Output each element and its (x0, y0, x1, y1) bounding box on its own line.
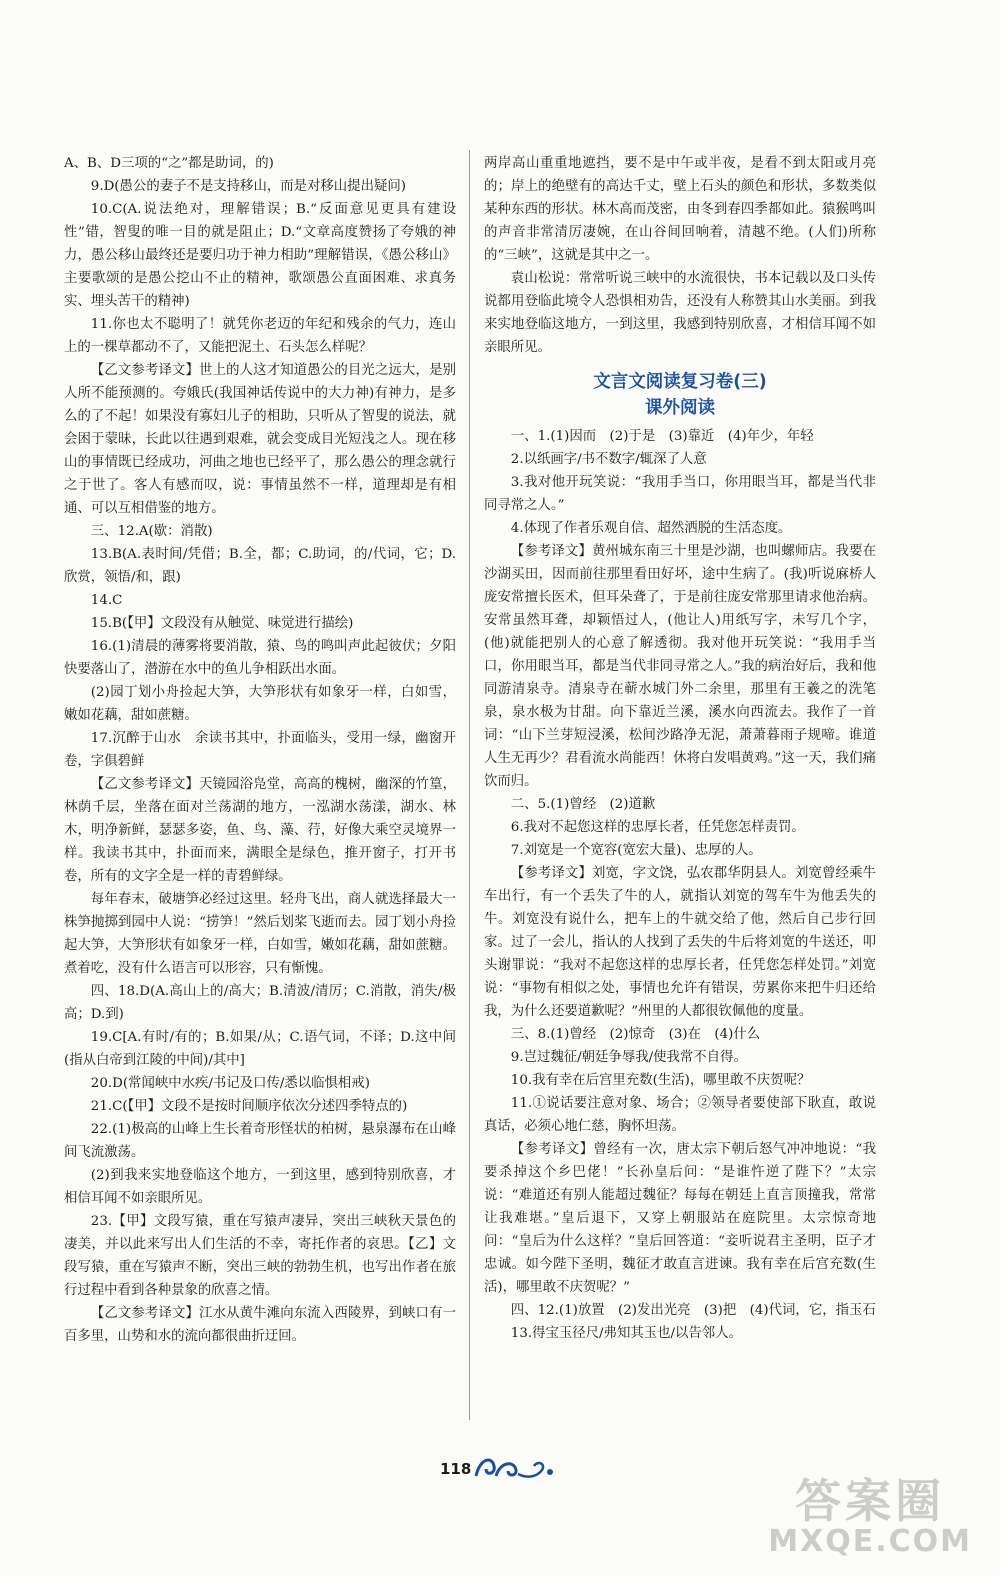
answer-paragraph: 一、1.(1)因而 (2)于是 (3)靠近 (4)年少，年轻 (510, 429, 814, 444)
answer-paragraph: A、B、D三项的“之”都是助词，的) (64, 156, 274, 171)
answer-paragraph: 四、12.(1)放置 (2)发出光亮 (3)把 (4)代词，它，指玉石 (510, 1303, 876, 1318)
right-bottom-text (484, 425, 876, 1345)
swirl-ornament-icon (470, 1452, 560, 1482)
answer-paragraph: 3.我对他开玩笑说：“我用手当口，你用眼当耳，都是当代非同寻常之人。” (484, 475, 876, 513)
answer-paragraph: 三、12.A(歇：消散) (90, 524, 213, 539)
answer-paragraph: 【参考译文】黄州城东南三十里是沙湖，也叫螺师店。我要在沙湖买田，因而前往那里看田好坏，途中生病了。(我)听说麻桥人庞安常擅长医术，但耳朵聋了，于是前往庞安常那里请求他治病。安常虽然耳聋，却颖悟过人，(他让人)用纸写字，未写几个字，(他)就能把别人的心意了解透彻。我对他开玩笑说：“我用手当口，你用眼当耳，都是当代非同寻常之人。”我的病治好后，我和他同游清泉寺。清泉寺在蕲水城门外二余里，那里有王羲之的洗笔泉，泉水极为甘甜。向下靠近兰溪，溪水向西流去。我作了一首词：“山下兰芽短浸溪，松间沙路净无泥，萧萧暮雨子规啼。谁道人生无再少？君看流水尚能西！休将白发唱黄鸡。”这一天，我们痛饮而归。 (484, 544, 876, 789)
right-top-text (484, 152, 876, 359)
answer-paragraph: 21.C(【甲】文段不是按时间顺序依次分述四季特点的) (90, 1099, 408, 1114)
answer-paragraph: 11.①说话要注意对象、场合；②领导者要使部下耿直，敢说真话，必须心地仁慈，胸怀坦荡。 (484, 1096, 876, 1134)
answer-paragraph: 【乙文参考译文】世上的人这才知道愚公的目光之远大，是别人所不能预测的。夸娥氏(我国神话传说中的大力神)有神力，是多么的了不起！如果没有寡妇儿子的相助，只听从了智叟的说法，就会困于蒙昧，长此以往遇到艰难，就会变成目光短浅之人。现在移山的事情既已经成功，河曲之地也已经平了，那么愚公的理念就行之于世了。客人有感而叹，说：事情虽然不一样，道理却是有相通、可以互相借鉴的地方。 (64, 363, 456, 516)
section-title: 文言文阅读复习卷(三) (593, 372, 767, 392)
answer-paragraph: 【乙文参考译文】天镜园浴凫堂，高高的槐树，幽深的竹篁，林荫千层，坐落在面对兰荡湖的地方，一泓湖水荡漾，湖水、林木，明净新鲜，瑟瑟多姿，鱼、鸟、藻、荇，好像大乘空灵境界一样。我读书其中，扑面而来，满眼全是绿色，推开窗子，打开书卷，所有的文字全是一样的青碧鲜绿。 (64, 777, 456, 884)
answer-paragraph: 15.B(【甲】文段没有从触觉、味觉进行描绘) (90, 616, 354, 631)
answer-paragraph: 9.岂过魏征/朝廷争辱我/使我常不自得。 (510, 1050, 747, 1065)
answer-paragraph: 20.D(常闻峡中水疾/书记及口传/悉以临惧相戒) (90, 1076, 370, 1091)
answer-paragraph: 三、8.(1)曾经 (2)惊奇 (3)在 (4)什么 (510, 1027, 761, 1042)
answer-paragraph: 7.刘宽是一个宽容(宽宏大量)、忠厚的人。 (510, 843, 762, 858)
answer-paragraph: 13.B(A.表时间/凭借；B.全，都；C.助词，的/代词，它；D.欣赏，领悟/和，跟) (64, 547, 456, 585)
answer-paragraph: 每年春末，破塘笋必经过这里。轻舟飞出，商人就选择最大一株笋抛掷到园中人说：“捞笋！”然后划桨飞逝而去。园丁划小舟捡起大笋，大笋形状有如象牙一样，白如雪，嫩如花藕，甜如蔗糖。煮着吃，没有什么语言可以形容，只有惭愧。 (64, 892, 456, 976)
answer-paragraph: 9.D(愚公的妻子不是支持移山，而是对移山提出疑问) (90, 179, 406, 194)
answer-paragraph: 14.C (90, 593, 123, 608)
watermark-url: MXQE.COM (768, 1524, 972, 1559)
answer-paragraph: 16.(1)清晨的薄雾将要消散，猿、鸟的鸣叫声此起彼伏；夕阳快要落山了，潜游在水中的鱼儿争相跃出水面。 (64, 639, 456, 677)
watermark-text: 答案圈 (795, 1474, 946, 1528)
answer-paragraph: 二、5.(1)曾经 (2)道歉 (510, 797, 656, 812)
answer-paragraph: 2.以纸画字/书不数字/辄深了人意 (510, 452, 707, 467)
answer-paragraph: (2)到我来实地登临这个地方，一到这里，感到特别欣喜，才相信耳闻不如亲眼所见。 (64, 1168, 456, 1206)
answer-paragraph: 23.【甲】文段写猿，重在写猿声凄异，突出三峡秋天景色的凄美，并以此来写出人们生活的不幸，寄托作者的哀思。【乙】文段写猿，重在写猿声不断，突出三峡的勃勃生机，也写出作者在旅行过程中看到各种景象的欣喜之情。 (64, 1214, 456, 1298)
page-number: 118 (440, 1460, 472, 1478)
section-subtitle: 课外阅读 (645, 398, 715, 418)
answer-paragraph: 22.(1)极高的山峰上生长着奇形怪状的柏树，悬泉瀑布在山峰间飞流激荡。 (64, 1122, 456, 1160)
answer-paragraph: 6.我对不起您这样的忠厚长者，任凭您怎样责罚。 (510, 820, 805, 835)
right-column (484, 152, 876, 1345)
answer-paragraph: (2)园丁划小舟捡起大笋，大笋形状有如象牙一样，白如雪，嫩如花藕，甜如蔗糖。 (64, 685, 456, 723)
column-divider (469, 150, 470, 1420)
answer-paragraph: 【参考译文】刘宽，字文饶，弘农郡华阴县人。刘宽曾经乘牛车出行，有一个丢失了牛的人，就指认刘宽的驾车牛为他丢失的牛。刘宽没有说什么，把车上的牛就交给了他，然后自己步行回家。过了一会儿，指认的人找到了丢失的牛后将刘宽的牛送还，叩头谢罪说：“我对不起您这样的忠厚长者，任凭您怎样处罚。”刘宽说：“事物有相似之处，事情也允许有错误，劳累你来把牛归还给我，为什么还要道歉呢？”州里的人都很钦佩他的度量。 (484, 866, 876, 1019)
watermark-logo (768, 1476, 972, 1558)
left-column (64, 152, 456, 1348)
answer-paragraph: 【乙文参考译文】江水从黄牛滩向东流入西陵界，到峡口有一百多里，山势和水的流向都很曲折迂回。 (64, 1306, 456, 1344)
answer-paragraph: 袁山松说：常常听说三峡中的水流很快，书本记载以及口头传说都用登临此境令人恐惧相劝告，还没有人称赞其山水美丽。到我来实地登临这地方，一到这里，我感到特别欣喜，才相信耳闻不如亲眼所见。 (484, 271, 876, 355)
answer-paragraph: 两岸高山重重地遮挡，要不是中午或半夜，是看不到太阳或月亮的；岸上的绝壁有的高达千丈，壁上石头的颜色和形状，多数类似某种东西的形状。林木高而茂密，由冬到春四季都如此。猿猴鸣叫的声音非常清厉凄婉，在山谷间回响着，清越不绝。(人们)所称的“三峡”，这就是其中之一。 (484, 156, 876, 263)
answer-paragraph: 13.得宝玉径尺/弗知其玉也/以告邻人。 (510, 1326, 742, 1341)
answer-paragraph: 四、18.D(A.高山上的/高大；B.清波/清厉；C.消散，消失/极高；D.到) (64, 984, 456, 1022)
answer-paragraph: 10.我有幸在后宫里充数(生活)，哪里敢不庆贺呢？ (510, 1073, 811, 1088)
answer-paragraph: 11.你也太不聪明了！就凭你老迈的年纪和残余的气力，连山上的一棵草都动不了，又能把泥土、石头怎么样呢？ (64, 317, 456, 355)
answer-paragraph: 10.C(A.说法绝对，理解错误；B.“反面意见更具有建设性”错，智叟的唯一目的就是阻止；D.“文章高度赞扬了夸娥的神力，愚公移山最终还是要归功于神力相助”理解错误，《愚公移山》主要歌颂的是愚公挖山不止的精神，歌颂愚公直面困难、求真务实、埋头苦干的精神) (64, 202, 456, 309)
answer-paragraph: 【参考译文】曾经有一次，唐太宗下朝后怒气冲冲地说：“我要杀掉这个乡巴佬！”长孙皇后问：“是谁忤逆了陛下？”太宗说：“难道还有别人能超过魏征？每每在朝廷上直言顶撞我，常常让我难堪。”皇后退下，又穿上朝服站在庭院里。太宗惊奇地问：“皇后为什么这样？”皇后回答道：“妾听说君主圣明，臣子才忠诚。如今陛下圣明，魏征才敢直言进谏。我有幸在后宫充数(生活)，哪里敢不庆贺呢？” (484, 1142, 876, 1295)
answer-paragraph: 4.体现了作者乐观自信、超然洒脱的生活态度。 (510, 521, 792, 536)
answer-paragraph: 17.沉醉于山水 余读书其中，扑面临头，受用一绿，幽窗开卷，字俱碧鲜 (64, 731, 456, 769)
answer-paragraph: 19.C[A.有时/有的；B.如果/从；C.语气词，不译；D.这中间(指从白帝到江陵的中间)/其中] (64, 1030, 456, 1068)
